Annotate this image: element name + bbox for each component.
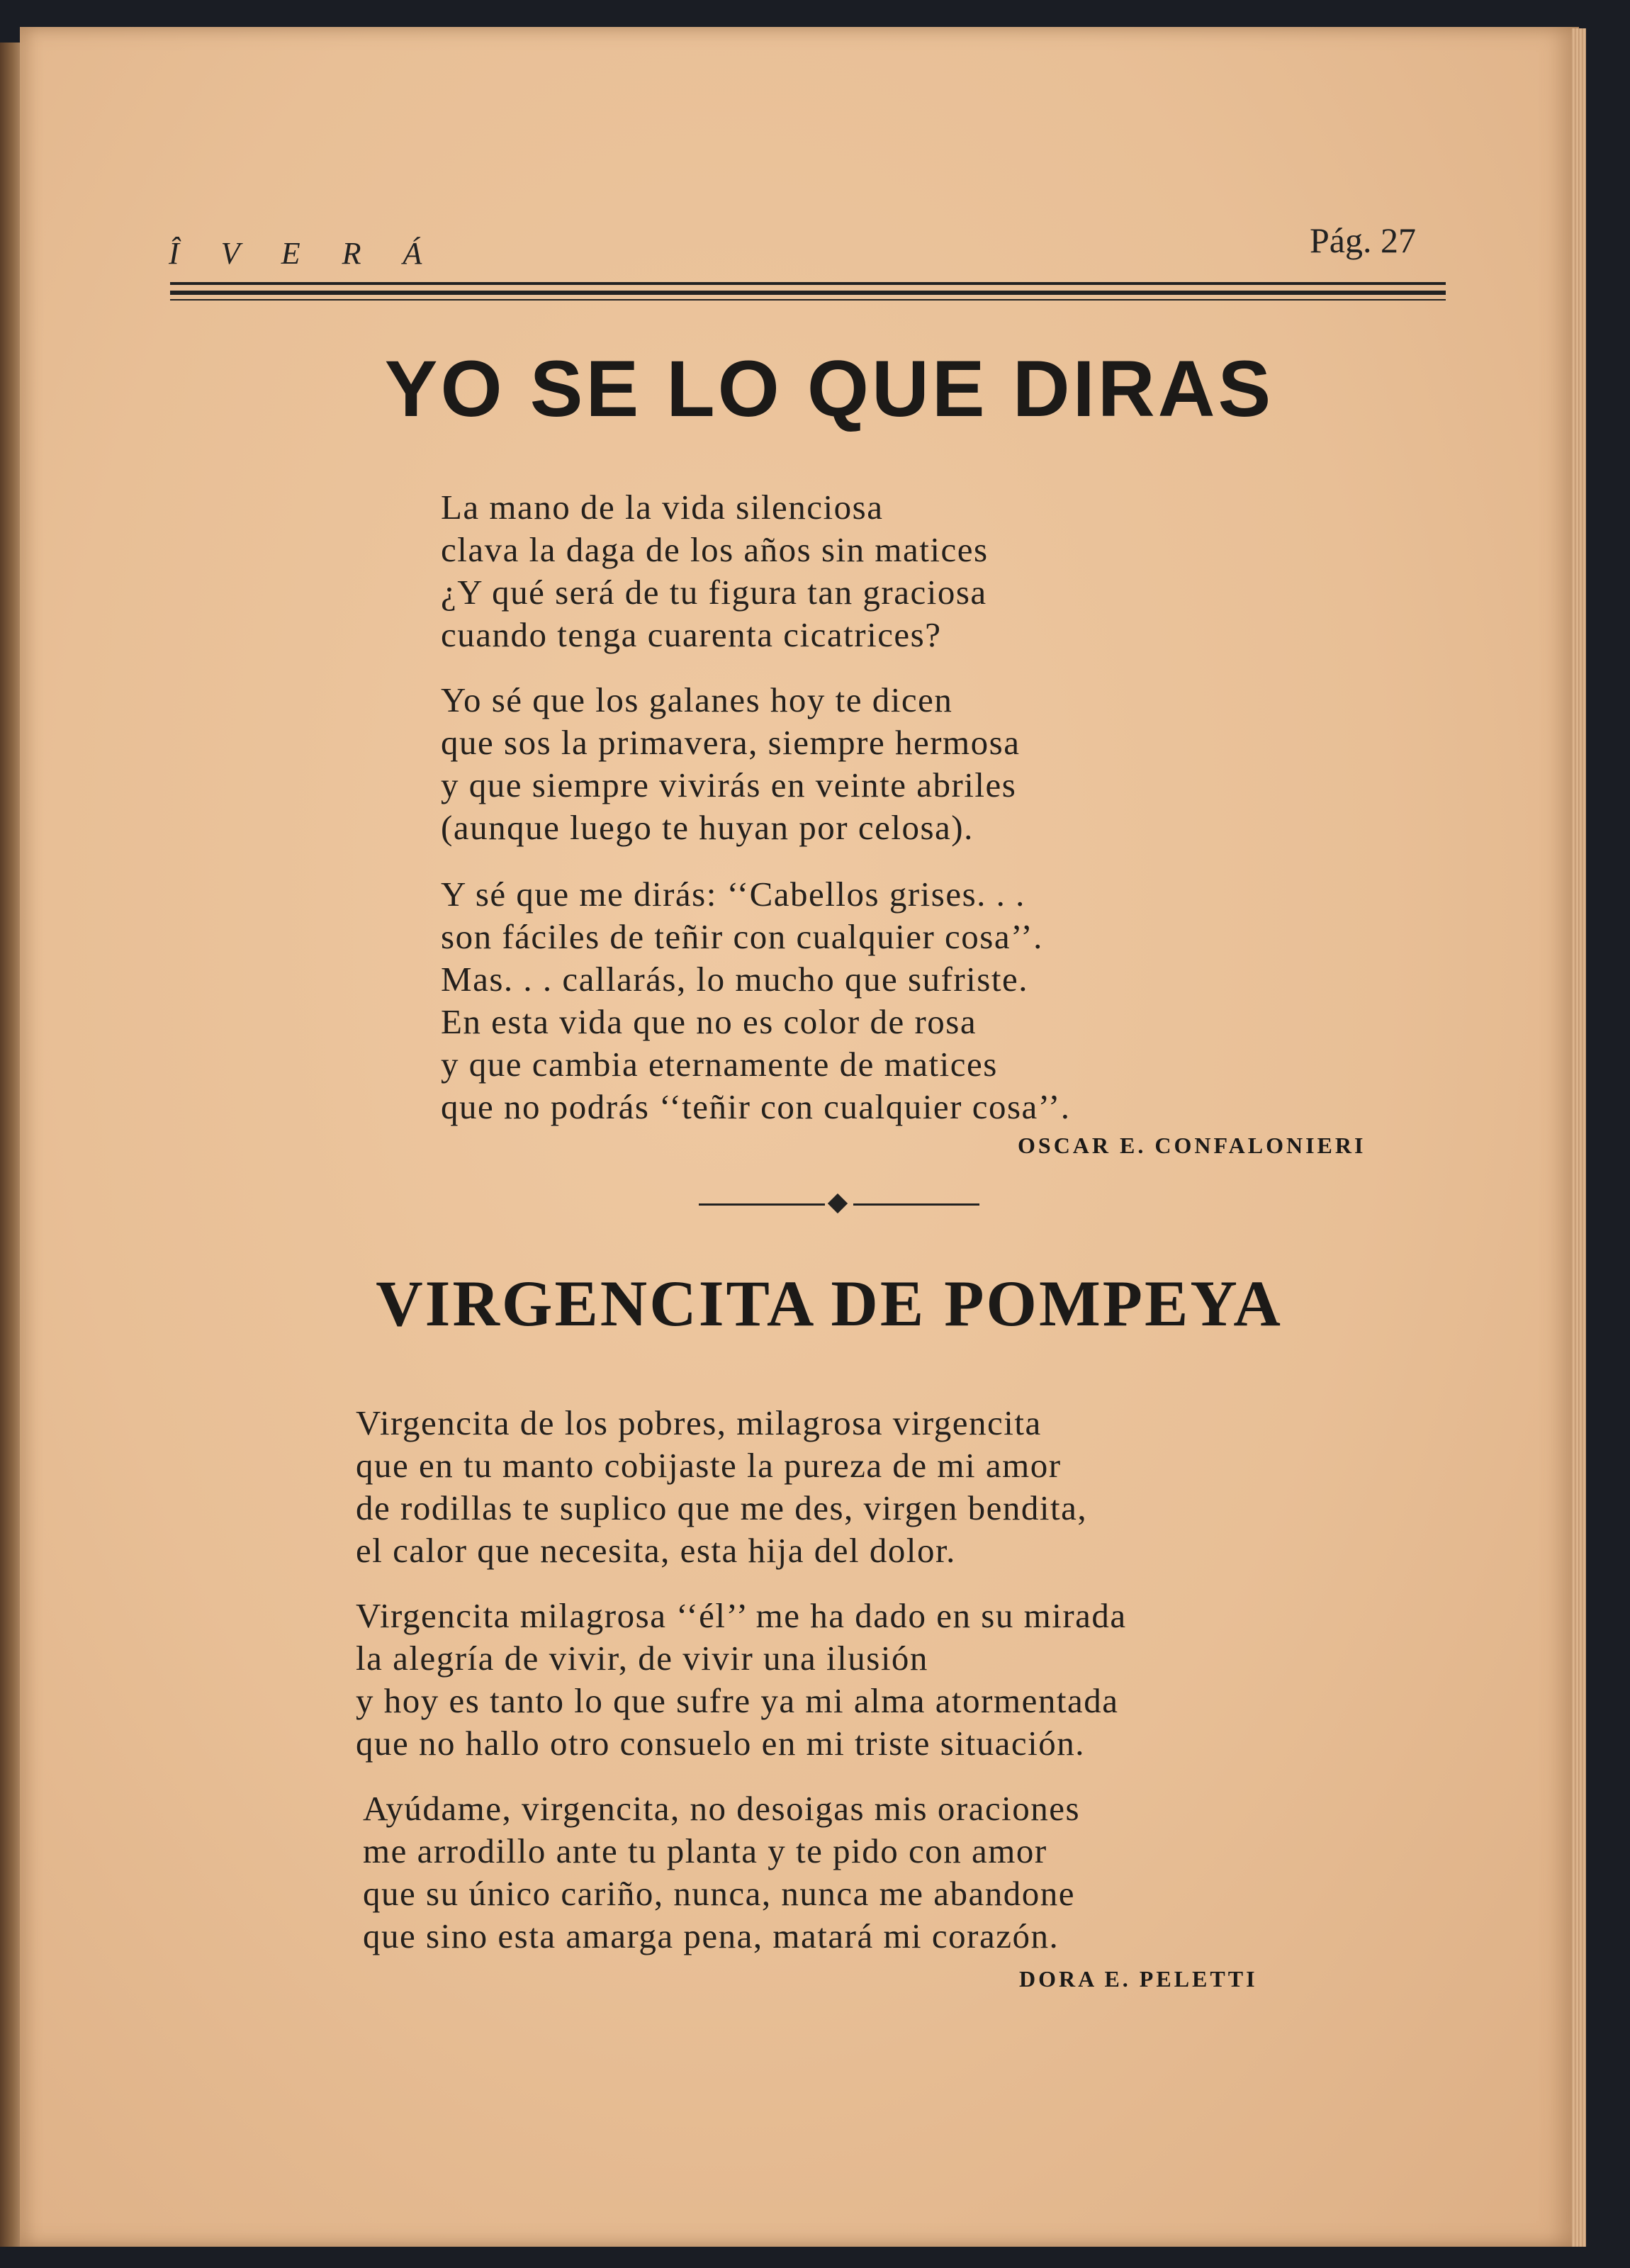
poem-line: Yo sé que los galanes hoy te dicen xyxy=(441,680,953,719)
poem-line: son fáciles de teñir con cualquier cosa’’. xyxy=(441,917,1043,956)
poem1-stanza-2 xyxy=(441,679,1020,849)
poem2-stanza-2 xyxy=(356,1595,1127,1765)
divider-line xyxy=(853,1203,979,1206)
header-rule-thin xyxy=(170,299,1446,301)
poem-line: que su único cariño, nunca, nunca me abandone xyxy=(363,1874,1075,1913)
poem2-stanza-1 xyxy=(356,1402,1087,1572)
poem-line: que en tu manto cobijaste la pureza de mi amor xyxy=(356,1446,1062,1485)
poem-line: que sos la primavera, siempre hermosa xyxy=(441,723,1021,762)
poem-line: y que cambia eternamente de matices xyxy=(441,1045,998,1084)
poem1-stanza-1 xyxy=(441,486,989,656)
poem-line: ¿Y qué será de tu figura tan graciosa xyxy=(441,573,987,612)
poem-line: la alegría de vivir, de vivir una ilusión xyxy=(356,1639,928,1678)
poem-line: (aunque luego te huyan por celosa). xyxy=(441,808,974,847)
page-number: Pág. 27 xyxy=(1310,220,1416,260)
poem-line: Ayúdame, virgencita, no desoigas mis oraciones xyxy=(363,1789,1081,1828)
poem1-stanza-3 xyxy=(441,873,1071,1128)
poem-line: me arrodillo ante tu planta y te pido con amor xyxy=(363,1831,1047,1870)
poem-author: OSCAR E. CONFALONIERI xyxy=(1018,1133,1366,1158)
poem-line: Virgencita milagrosa ‘‘él’’ me ha dado en su mirada xyxy=(356,1596,1127,1635)
poem-title: VIRGENCITA DE POMPEYA xyxy=(376,1267,1283,1340)
poem-line: que no hallo otro consuelo en mi triste situación. xyxy=(356,1724,1085,1763)
header-rule-thick xyxy=(170,291,1446,295)
poem-line: y que siempre vivirás en veinte abriles xyxy=(441,765,1017,804)
poem-title: YO SE LO QUE DIRAS xyxy=(384,344,1274,433)
poem-line: clava la daga de los años sin matices xyxy=(441,530,989,569)
poem-line: de rodillas te suplico que me des, virgen bendita, xyxy=(356,1488,1088,1527)
poem-line: cuando tenga cuarenta cicatrices? xyxy=(441,615,942,654)
divider-line xyxy=(699,1203,825,1206)
poem-line: Virgencita de los pobres, milagrosa virgencita xyxy=(356,1403,1042,1442)
header-rule xyxy=(170,282,1446,285)
poem-line: En esta vida que no es color de rosa xyxy=(441,1002,977,1041)
magazine-title: Î V E R Á xyxy=(169,236,439,271)
poem-line: Mas. . . callarás, lo mucho que sufriste. xyxy=(441,960,1028,999)
section-divider xyxy=(699,1194,979,1215)
poem-line: y hoy es tanto lo que sufre ya mi alma atormentada xyxy=(356,1681,1119,1720)
poem-line: Y sé que me dirás: ‘‘Cabellos grises. . . xyxy=(441,875,1025,914)
poem-line: el calor que necesita, esta hija del dolor. xyxy=(356,1531,956,1570)
poem-line: La mano de la vida silenciosa xyxy=(441,488,884,527)
diamond-ornament-icon xyxy=(828,1194,848,1213)
poem-line: que no podrás ‘‘teñir con cualquier cosa’’. xyxy=(441,1087,1071,1126)
poem-line: que sino esta amarga pena, matará mi corazón. xyxy=(363,1916,1060,1955)
poem2-stanza-3 xyxy=(363,1787,1080,1958)
poem-author: DORA E. PELETTI xyxy=(1019,1966,1258,1992)
